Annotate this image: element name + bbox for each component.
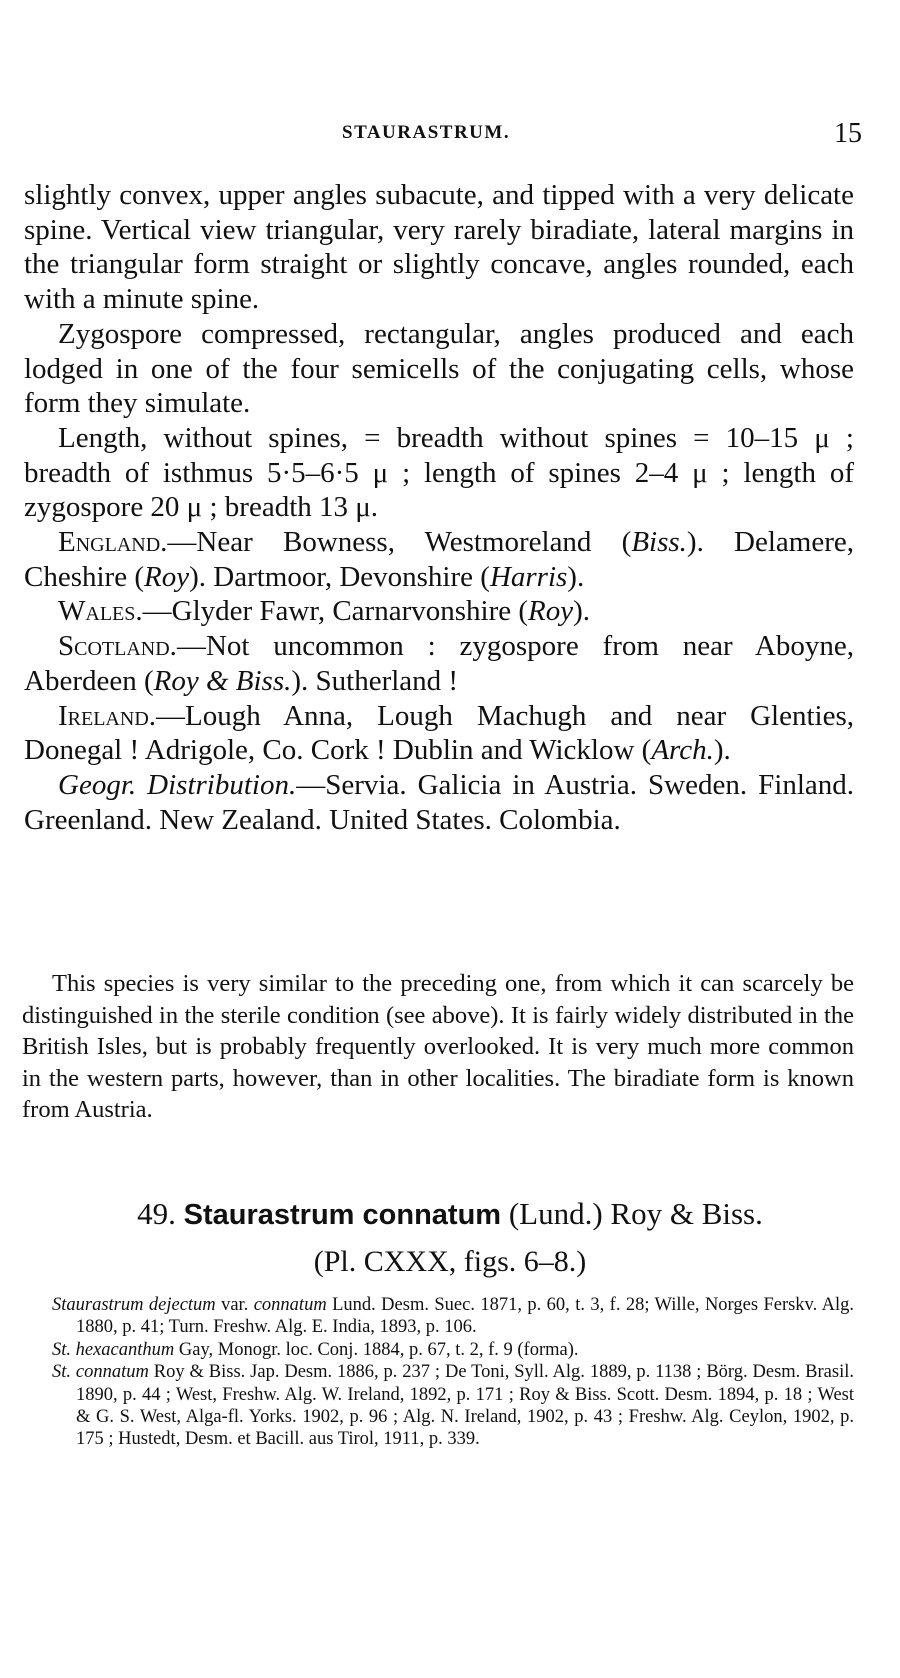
measurements-paragraph: Length, without spines, = breadth without spines = 10–15 μ ; breadth of isthmus 5·5–6·5 μ ; length of spines 2–4 μ ; length of zygospore 20 μ ; breadth 13 μ. (24, 421, 854, 524)
synonym-name: St. hexacanthum (52, 1339, 175, 1360)
collector: Harris (489, 560, 568, 593)
synonym-references: Gay, Monogr. loc. Conj. 1884, p. 67, t. 2, f. 9 (forma). (174, 1339, 579, 1360)
collector: Roy (144, 560, 190, 593)
distribution-ireland (24, 699, 854, 768)
synonym-references: Roy & Biss. Jap. Desm. 1886, p. 237 ; De Toni, Syll. Alg. 1889, p. 1138 ; Börg. Desm. Brasil. 1890, p. 44 ; West, Freshw. Alg. W. Ireland, 1892, p. 171 ; Roy & Biss. Scott. Desm. 1894, p. 18 ; West & G. S. West, Alga-fl. Yorks. 1902, p. 96 ; Alg. N. Ireland, 1902, p. 43 ; Freshw. Alg. Ceylon, 1902, p. 175 ; Hustedt, Desm. et Bacill. aus Tirol, 1911, p. 339. (76, 1362, 854, 1450)
collector: Roy & Biss. (153, 664, 292, 697)
geogr-distribution-text: —Servia. Galicia in Austria. Sweden. Finland. Greenland. New Zealand. United States. Colombia. (24, 768, 855, 836)
synonym-entry (52, 1339, 854, 1361)
zygospore-paragraph: Zygospore compressed, rectangular, angles produced and each lodged in one of the four semicells of the conjugating cells, whose form they simulate. (24, 317, 854, 420)
locality-text: ). Dartmoor, Devonshire ( (189, 560, 490, 593)
distribution-wales (24, 594, 854, 629)
locality-text: ). Sutherland ! (291, 664, 459, 697)
locality-text: ). (573, 595, 591, 628)
geographical-distribution (24, 768, 854, 837)
locality-text: —Near Bowness, Westmoreland ( (167, 526, 632, 559)
collector: Arch. (651, 734, 714, 767)
locality-text: —Not uncommon : zygospore from near Aboyne, Aberdeen ( (24, 630, 854, 697)
geogr-distribution-label: Geogr. Distribution. (58, 768, 297, 801)
species-authority: (Lund.) Roy & Biss. (508, 1196, 763, 1231)
locality-text: ). (713, 734, 731, 767)
collector: Biss. (631, 526, 687, 559)
plate-reference: (Pl. CXXX, figs. 6–8.) (313, 1245, 587, 1278)
page-header (22, 118, 862, 152)
locality-text: —Glyder Fawr, Carnarvonshire ( (142, 595, 529, 628)
species-heading (0, 1194, 900, 1235)
synonym-connector: var. (215, 1295, 254, 1315)
synonym-entry (52, 1361, 854, 1451)
distribution-england (24, 525, 854, 594)
locality-text: ). (567, 560, 585, 593)
synonym-variety: connatum (253, 1295, 327, 1315)
region-label: England. (58, 526, 168, 559)
running-title: STAURASTRUM. (342, 122, 511, 143)
locality-text: ). Delamere, Cheshire ( (24, 526, 855, 593)
synonymy-list (52, 1294, 854, 1451)
region-label: Scotland. (58, 630, 177, 663)
synonym-references: Lund. Desm. Suec. 1871, p. 60, t. 3, f. 28; Wille, Norges Ferskv. Alg. 1880, p. 41; Turn. Freshw. Alg. E. India, 1893, p. 106. (76, 1295, 854, 1338)
species-number: 49. (137, 1196, 176, 1231)
synonym-name: Staurastrum dejectum (52, 1295, 216, 1315)
locality-text: —Lough Anna, Lough Machugh and near Glenties, Donegal ! Adrigole, Co. Cork ! Dublin and Wicklow ( (24, 699, 854, 767)
species-name: Staurastrum connatum (183, 1199, 502, 1231)
region-label: Ireland. (58, 699, 157, 732)
synonym-entry (52, 1294, 854, 1339)
remarks-paragraph: This species is very similar to the preceding one, from which it can scarcely be distinguished in the sterile condition (see above). It is fairly widely distributed in the British Isles, but is probably frequently overlooked. It is very much more common in the western parts, however, than in other localities. The biradiate form is known from Austria. (22, 970, 854, 1123)
remarks-note (22, 968, 854, 1126)
synonym-name: St. connatum (52, 1362, 149, 1383)
collector: Roy (528, 595, 574, 628)
distribution-scotland (24, 629, 854, 698)
vertical-view-paragraph: slightly convex, upper angles subacute, and tipped with a very delicate spine. Vertical view triangular, very rarely biradiate, lateral margins in the triangular form straight or slightly concave, angles rounded, each with a minute spine. (24, 179, 854, 316)
page-number: 15 (834, 118, 862, 149)
species-description (24, 178, 854, 837)
region-label: Wales. (58, 595, 143, 628)
